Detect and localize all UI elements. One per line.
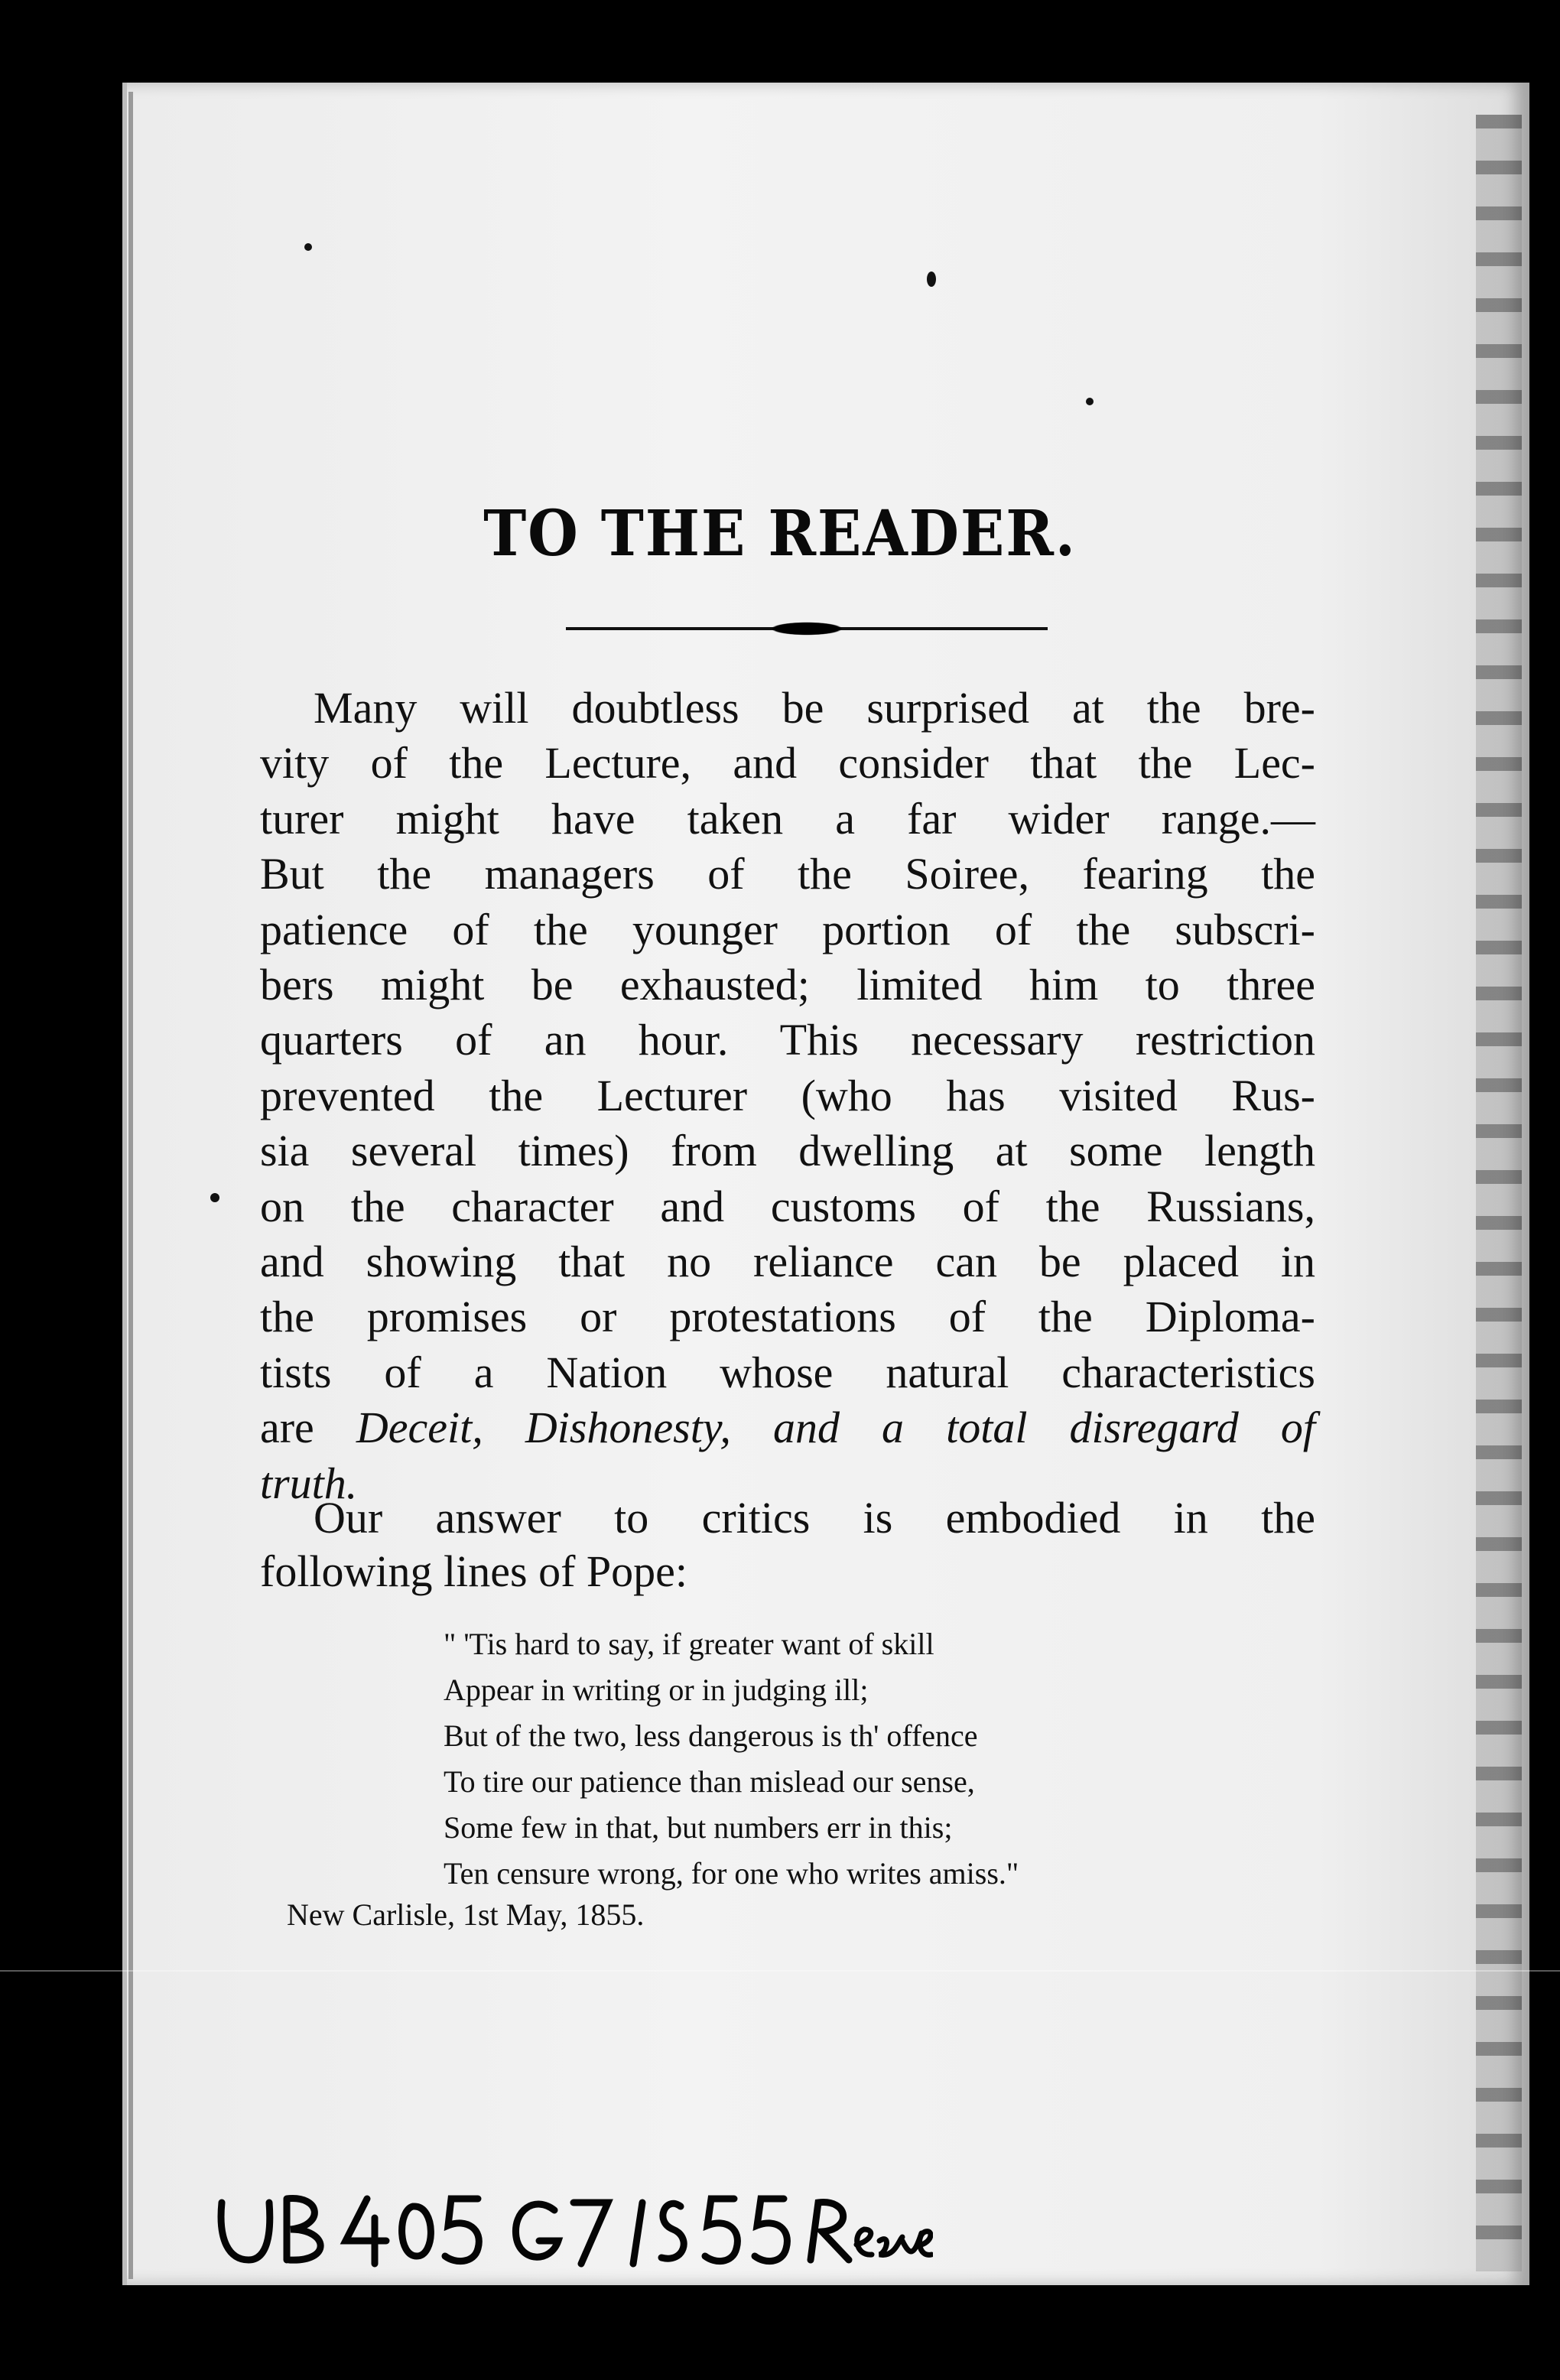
ink-speck	[304, 243, 312, 251]
emphasis-text: Deceit, Dishonesty,	[356, 1403, 731, 1453]
text-line: turer might have taken a far wider range.—	[260, 793, 1315, 844]
text-line: truth.	[260, 1458, 358, 1508]
text-line: Many will doubtless be surprised at the bre-	[314, 683, 1315, 733]
poem-line: " 'Tis hard to say, if greater want of skill	[444, 1627, 934, 1661]
paragraph-1	[260, 681, 1315, 1511]
text-line: But the managers of the Soiree, fearing the	[260, 849, 1315, 899]
text-line: and showing that no reliance can be placed in	[260, 1237, 1315, 1287]
poem-line: To tire our patience than mislead our sense,	[444, 1764, 975, 1799]
text-line: prevented the Lecturer (who has visited Rus-	[260, 1070, 1315, 1120]
text-line: tists of a Nation whose natural characteristics	[260, 1347, 1315, 1397]
scan-artifact-line	[0, 1970, 1560, 1972]
title-divider-ornament	[765, 621, 849, 636]
poem-line: Appear in writing or in judging ill;	[444, 1673, 869, 1707]
text-line: following lines of Pope:	[260, 1546, 688, 1596]
text-line: Our answer to critics is embodied in the	[314, 1493, 1315, 1543]
emphasis-text: a total disregard of	[882, 1403, 1315, 1453]
text-line-italic	[260, 1400, 1315, 1455]
text-line: bers might be exhausted; limited him to three	[260, 960, 1315, 1010]
signoff-place-date: New Carlisle, 1st May, 1855.	[287, 1897, 645, 1932]
text-line: on the character and customs of the Russians,	[260, 1181, 1315, 1231]
poem-line: Some few in that, but numbers err in this;	[444, 1810, 953, 1845]
text-run: and	[730, 1403, 882, 1453]
text-line: sia several times) from dwelling at some length	[260, 1126, 1315, 1176]
poem-quotation	[444, 1621, 1193, 1897]
ink-speck	[210, 1193, 219, 1202]
page-title: TO THE READER.	[483, 497, 1077, 571]
ink-speck	[927, 271, 936, 287]
text-line: the promises or protestations of the Diploma-	[260, 1292, 1315, 1342]
ink-speck	[1086, 398, 1094, 405]
page-right-edge-shadow	[1476, 115, 1522, 2271]
poem-line: But of the two, less dangerous is th' offence	[444, 1718, 978, 1753]
poem-line: Ten censure wrong, for one who writes amiss."	[444, 1856, 1019, 1891]
text-line: vity of the Lecture, and consider that the Lec-	[260, 738, 1315, 788]
text-run: are	[260, 1403, 356, 1453]
handwritten-call-number	[214, 2187, 933, 2271]
text-line: quarters of an hour. This necessary restriction	[260, 1015, 1315, 1065]
paragraph-2	[260, 1491, 1315, 1598]
text-line: patience of the younger portion of the subscri-	[260, 904, 1315, 954]
page-left-edge	[128, 92, 133, 2279]
